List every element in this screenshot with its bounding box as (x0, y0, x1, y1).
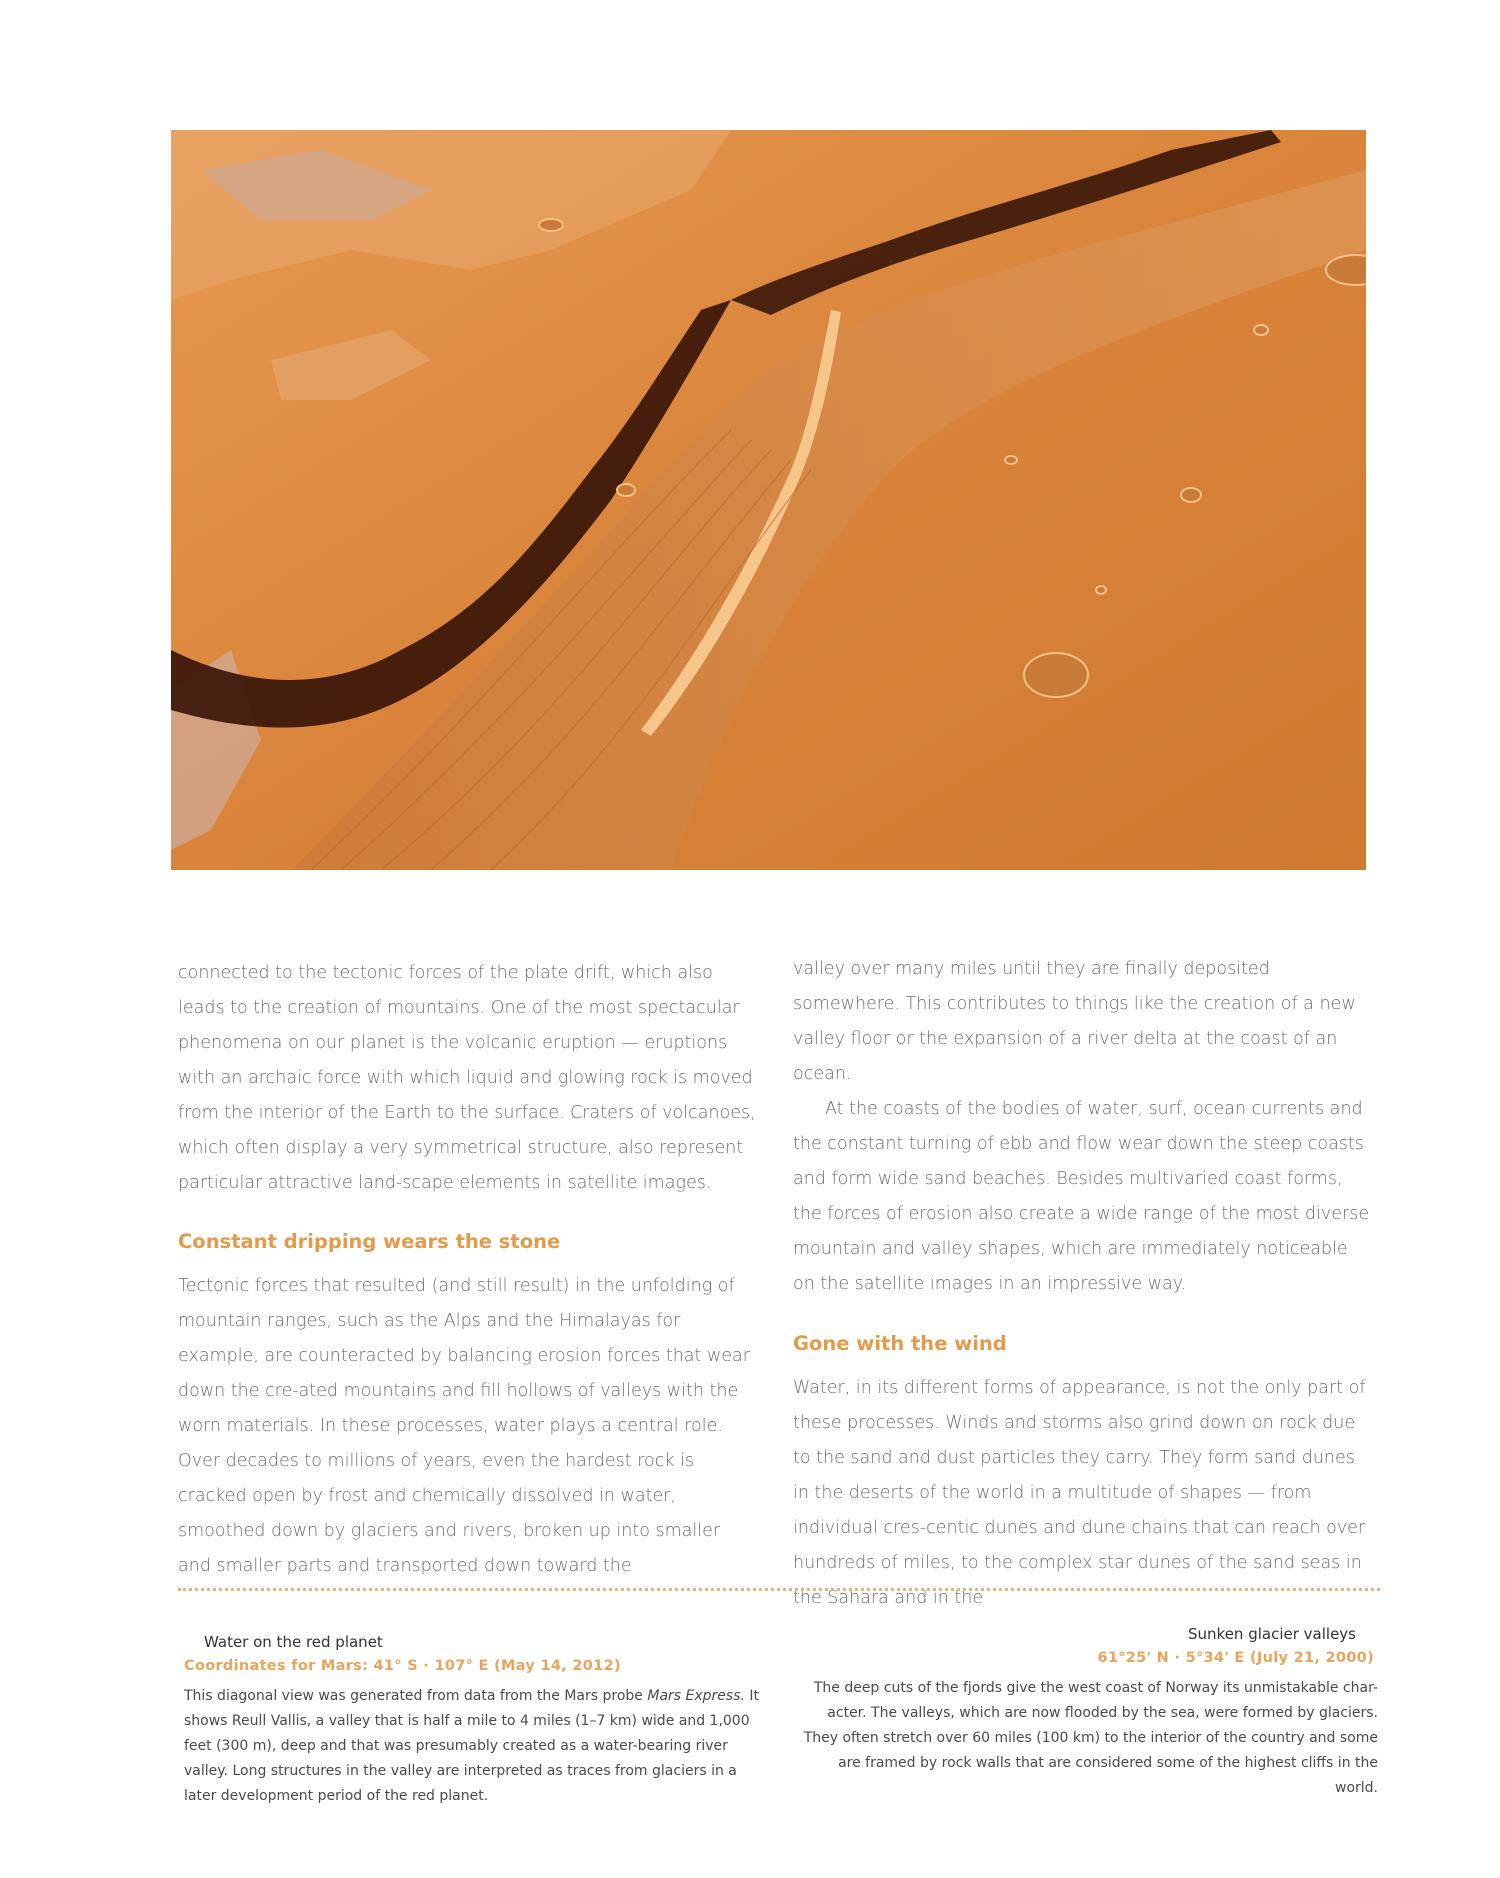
article-column-right (793, 952, 1373, 1616)
section-heading: Gone with the wind (793, 1332, 1007, 1355)
caption-norway (800, 1622, 1378, 1801)
caption-body: The deep cuts of the fjords give the west coast of Norway its unmistakable char-acter. The valleys, which are now flooded by the sea, were formed by glaciers. They often stretch over 60 miles (100 km) to the interior of the country and some are framed by rock walls that are considered some of the highest cliffs in the world. (803, 1680, 1378, 1796)
caption-mars (184, 1630, 764, 1809)
caption-coordinates: 61°25' N · 5°34' E (July 21, 2000) (1097, 1650, 1374, 1666)
article-column-left (178, 956, 758, 1584)
mars-valley-photo (171, 130, 1366, 870)
caption-probe-name: Mars Express. (647, 1688, 745, 1704)
caption-title: Water on the red planet (204, 1633, 383, 1651)
dotted-divider (178, 1588, 1380, 1591)
article-paragraph: connected to the tectonic forces of the plate drift, which also leads to the creation of mountains. One of the most spectacular phenomena on our planet is the volcanic eruption — eruptions with an archaic force with which liquid and glowing rock is moved from the interior of the Earth to the surface. Craters of volcanoes, which often display a very symmetrical structure, also represent particular attractive land-scape elements in satellite images. (178, 963, 756, 1193)
mars-terrain-image (171, 130, 1366, 870)
article-paragraph: Tectonic forces that resulted (and still result) in the unfolding of mountain ranges, such as the Alps and the Himalayas for example, are counteracted by balancing erosion forces that wear down the cre-ated mountains and fill hollows of valleys with the worn materials. In these processes, water plays a central role. Over decades to millions of years, even the hardest rock is cracked open by frost and chemically dissolved in water, smoothed down by glaciers and rivers, broken up into smaller and smaller parts and transported down toward the (178, 1276, 750, 1576)
caption-body-text: This diagonal view was generated from data from the Mars probe (184, 1688, 648, 1704)
article-paragraph: valley over many miles until they are finally deposited somewhere. This contributes to things like the creation of a new valley floor or the expansion of a river delta at the coast of an ocean. (793, 959, 1356, 1084)
caption-coordinates: Coordinates for Mars: 41° S · 107° E (May 14, 2012) (184, 1658, 621, 1674)
section-heading: Constant dripping wears the stone (178, 1230, 561, 1253)
article-paragraph: At the coasts of the bodies of water, surf, ocean currents and the constant turning of ebb and flow wear down the steep coasts and form wide sand beaches. Besides multivaried coast forms, the forces of erosion also create a wide range of the most diverse mountain and valley shapes, which are immediately noticeable on the satellite images in an impressive way. (793, 1099, 1370, 1294)
caption-body-text: It shows Reull Vallis, a valley that is half a mile to 4 miles (1–7 km) wide and 1,000 feet (300 m), deep and that was presumably created as a water-bearing river valley. Long structures in the valley are interpreted as traces from glaciers in a later development period of the red planet. (184, 1688, 760, 1804)
article-paragraph: Water, in its different forms of appearance, is not the only part of these processes. Winds and storms also grind down on rock due to the sand and dust particles they carry. They form sand dunes in the deserts of the world in a multitude of shapes — from individual cres-centic dunes and dune chains that can reach over hundreds of miles, to the complex star dunes of the sand seas in the Sahara and in the (793, 1378, 1366, 1608)
caption-title: Sunken glacier valleys (1188, 1625, 1356, 1643)
caption-body (184, 1684, 764, 1809)
